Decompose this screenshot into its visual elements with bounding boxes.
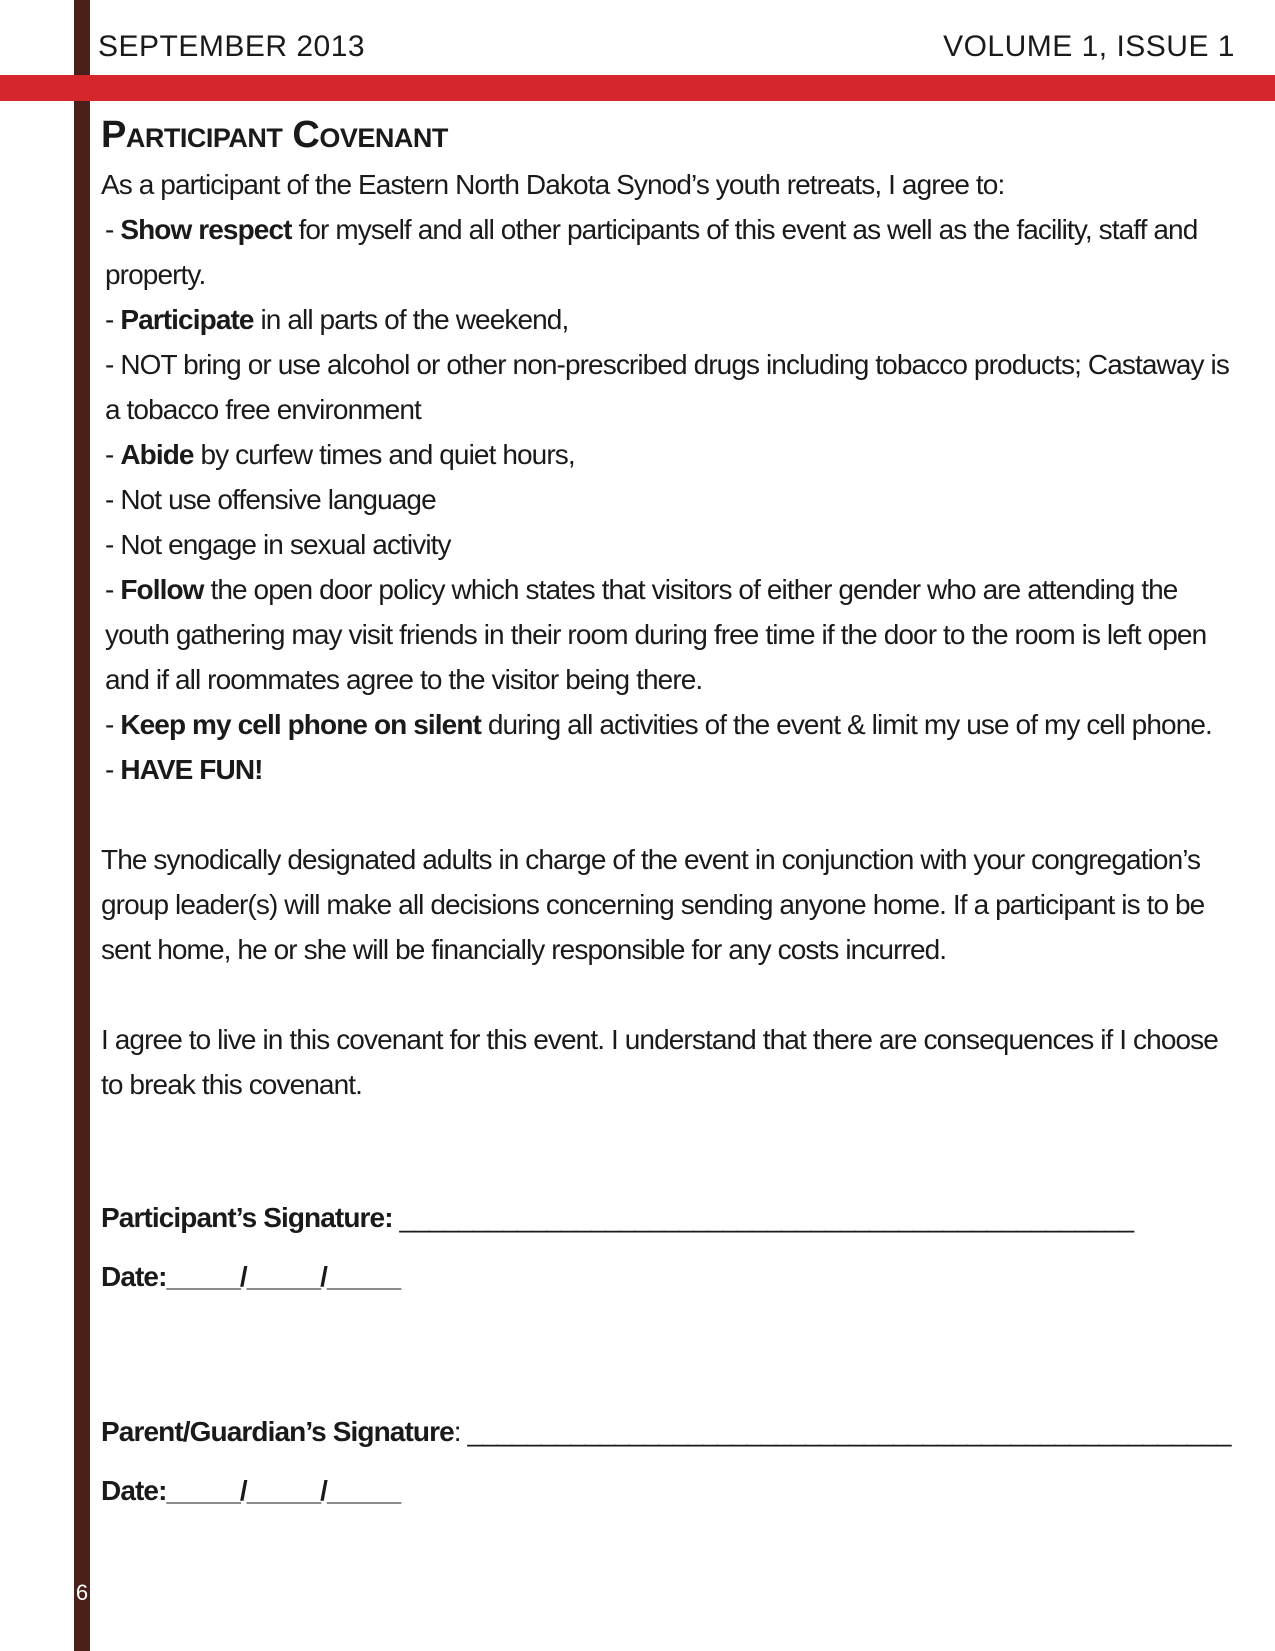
list-item: - Not engage in sexual activity bbox=[105, 529, 451, 560]
list-item: - Abide by curfew times and quiet hours, bbox=[105, 439, 575, 470]
covenant-content bbox=[101, 110, 1241, 1513]
covenant-list bbox=[101, 207, 1241, 792]
participant-signature-block bbox=[101, 1195, 1241, 1299]
header-volume: VOLUME 1, ISSUE 1 bbox=[943, 30, 1235, 63]
guardian-date-field[interactable]: Date:_____/_____/_____ bbox=[101, 1475, 401, 1506]
guardian-signature-field[interactable]: Parent/Guardian’s Signature: ____________________________________________________ bbox=[101, 1416, 1231, 1447]
intro-text: As a participant of the Eastern North Dakota Synod’s youth retreats, I agree to: bbox=[101, 169, 1005, 200]
decisions-paragraph: The synodically designated adults in charge of the event in conjunction with your congregation’s group leader(s) will make all decisions concerning sending anyone home. If a participant is to be sent home, he or she will be financially responsible for any costs incurred. bbox=[101, 844, 1205, 965]
list-item: - Show respect for myself and all other participants of this event as well as the facility, staff and property. bbox=[105, 214, 1198, 290]
page-number: 6 bbox=[75, 1580, 89, 1605]
list-item: - NOT bring or use alcohol or other non-prescribed drugs including tobacco products; Castaway is a tobacco free environment bbox=[105, 349, 1229, 425]
page-title: Participant Covenant bbox=[101, 114, 448, 156]
participant-signature-field[interactable]: Participant’s Signature: __________________________________________________ bbox=[101, 1202, 1134, 1233]
list-item: - Not use offensive language bbox=[105, 484, 436, 515]
participant-date-field[interactable]: Date:_____/_____/_____ bbox=[101, 1261, 401, 1292]
header-rule bbox=[0, 75, 1275, 101]
list-item: - Participate in all parts of the weekend, bbox=[105, 304, 569, 335]
agreement-paragraph: I agree to live in this covenant for this event. I understand that there are consequences if I choose to break this covenant. bbox=[101, 1024, 1218, 1100]
header-date: SEPTEMBER 2013 bbox=[98, 30, 366, 63]
guardian-signature-block bbox=[101, 1409, 1241, 1513]
list-item: - HAVE FUN! bbox=[105, 754, 263, 785]
sidebar-bar bbox=[74, 0, 90, 1651]
list-item: - Follow the open door policy which states that visitors of either gender who are attending the youth gathering may visit friends in their room during free time if the door to the room is left open and if all roommates agree to the visitor being there. bbox=[105, 574, 1207, 695]
list-item: - Keep my cell phone on silent during all activities of the event & limit my use of my cell phone. bbox=[105, 709, 1212, 740]
